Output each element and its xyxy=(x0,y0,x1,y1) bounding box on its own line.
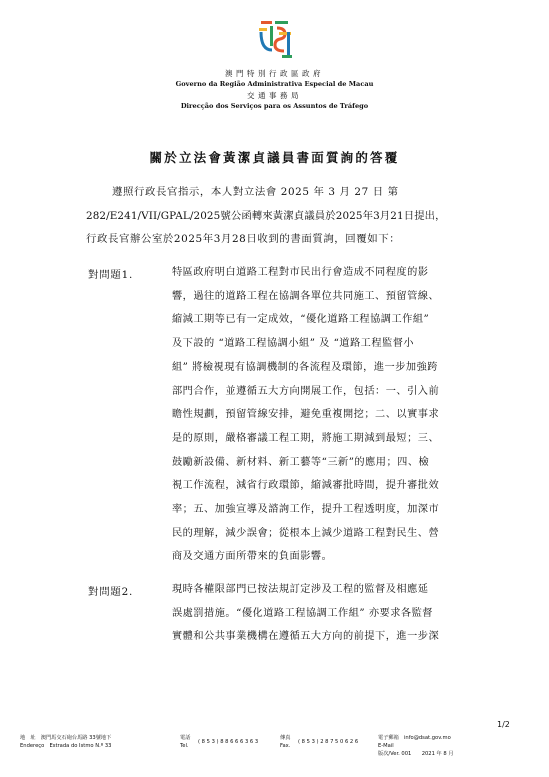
dsat-logo xyxy=(258,20,294,62)
header-gov-pt: Governo da Região Administrativa Especial de Macau xyxy=(175,80,374,88)
email-address: info@dsat.gov.mo xyxy=(403,735,451,741)
answer-line: 視工作流程，減省行政環節，縮減審批時間，提升審批效 xyxy=(172,480,440,492)
answer-line: 鼓勵新設備、新材料、新工藝等“三新”的應用；四、檢 xyxy=(172,456,430,468)
answer-line: 特區政府明白道路工程對市民出行會造成不同程度的影 xyxy=(172,267,429,278)
header-dept-zh: 交通事務局 xyxy=(247,91,302,100)
answer-line: 現時各權限部門已按法規訂定涉及工程的監督及相應延 xyxy=(172,584,429,595)
address-label-pt: Endereço xyxy=(20,743,45,749)
fax-label-zh: 傳真 xyxy=(280,735,291,741)
answer-line: 組” 將檢視現有協調機制的各流程及環節，進一步加強跨 xyxy=(172,361,438,373)
question-1-label: 對問題1. xyxy=(88,269,134,281)
answer-line: 實體和公共事業機構在遵循五大方向的前提下，進一步深 xyxy=(172,631,440,643)
page-number: 1/2 xyxy=(497,720,510,729)
tel-label-zh: 電話 xyxy=(180,735,191,741)
intro-paragraph xyxy=(86,181,464,252)
answer-line: 部門合作，並遵循五大方向開展工作，包括：一、引入前 xyxy=(172,385,440,397)
answer-line: 民的理解，減少誤會；從根本上減少道路工程對民生、營 xyxy=(172,527,440,539)
answer-line: 是的原則，嚴格審議工程工期，將施工期減到最短；三、 xyxy=(172,432,440,444)
intro-line: 282/E241/VII/GPAL/2025號公函轉來黃潔貞議員於2025年3月21日提出， xyxy=(86,209,446,222)
answer-line: 商及交通方面所帶來的負面影響。 xyxy=(172,551,333,563)
document-title: 關於立法會黃潔貞議員書面質詢的答覆 xyxy=(149,150,400,165)
footer-address xyxy=(20,734,111,750)
phone-number: ( 8 5 3 ) 8 8 6 6 6 3 6 3 xyxy=(198,739,259,745)
form-version: 版次/Ver. 001 2021 年 8 月 xyxy=(378,751,454,757)
question-1-answer xyxy=(172,261,466,569)
question-2-answer xyxy=(172,578,466,649)
footer-email xyxy=(378,734,454,758)
intro-line: 遵照行政長官指示，本人對立法會 2025 年 3 月 27 日 第 xyxy=(112,186,399,198)
address-pt: Estrada do Istmo N.º 33 xyxy=(49,743,112,749)
fax-label-pt: Fax. xyxy=(280,743,291,749)
answer-line: 響，過往的道路工程在協調各單位共同施工、預留管線、 xyxy=(172,290,440,302)
header-dept-pt: Direcção dos Serviços para os Assuntos de Tráfego xyxy=(180,102,369,110)
footer-fax-labels xyxy=(280,734,290,750)
address-zh: 澳門馬交石砲台馬路 33號地下 xyxy=(40,735,112,741)
answer-line: 瞻性規劃，預留管線安排，避免重複開挖；二、以實事求 xyxy=(172,409,440,421)
answer-line: 縮減工期等已有一定成效，“優化道路工程協調工作組” xyxy=(172,314,430,326)
question-2-label: 對問題2. xyxy=(88,586,134,598)
address-label-zh: 地 址 xyxy=(20,735,36,741)
fax-number: ( 8 5 3 ) 2 8 7 5 0 6 2 6 xyxy=(298,739,359,745)
answer-line: 率；五、加強宣導及諮詢工作，提升工程透明度，加深市 xyxy=(172,504,440,516)
answer-line: 及下設的 “道路工程協調小組” 及 “道路工程監督小 xyxy=(172,338,415,350)
footer-tel-labels xyxy=(180,734,190,750)
answer-line: 誤處罰措施。“優化道路工程協調工作組” 亦要求各監督 xyxy=(172,607,433,619)
email-label-pt: E-Mail xyxy=(378,743,394,749)
intro-line: 行政長官辦公室於2025年3月28日收到的書面質詢，回覆如下： xyxy=(86,233,401,246)
email-label-zh: 電子郵箱 xyxy=(378,735,399,741)
header-gov-zh: 澳門特別行政區政府 xyxy=(225,69,324,78)
tel-label-pt: Tel. xyxy=(180,743,189,749)
